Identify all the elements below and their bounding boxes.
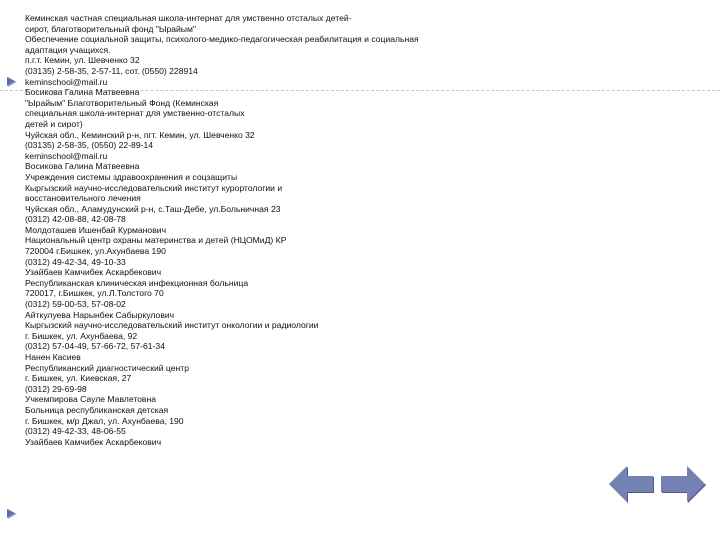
text-line: Кеминская частная специальная школа-интернат для умственно отсталых детей-	[25, 13, 352, 23]
text-line: 720017, г.Бишкек, ул.Л.Толстого 70	[25, 288, 164, 299]
text-line: Нанен Касиев	[25, 352, 81, 362]
text-line: (0312) 59-00-53, 57-08-02	[25, 299, 126, 310]
text-line: восстановительного лечения	[25, 193, 141, 204]
text-line: Больница республиканская детская	[25, 404, 169, 415]
text-line: сирот, благотворительный фонд "Ырайым"	[25, 23, 196, 34]
text-line: Чуйская обл., Аламудунский р-н, с.Таш-Дебе, ул.Больничная 23	[25, 203, 281, 214]
text-line: Учреждения системы здравоохранения и соцзащиты	[25, 171, 238, 182]
text-line: детей и сирот)	[25, 118, 83, 129]
text-line: Чуйская обл., Кеминский р-н, пгт. Кемин, ул. Шевченко 32	[25, 129, 255, 140]
text-line: 720004 г.Бишкек, ул.Ахунбаева 190	[25, 246, 166, 257]
text-line: Восикова Галина Матвеевна	[25, 161, 140, 172]
text-line: Учкемпирова Сауле Мавлетовна	[25, 394, 157, 405]
text-line: (03135) 2-58-35, 2-57-11, сот. (0550) 228914	[25, 65, 198, 76]
text-line: адаптация учащихся.	[25, 44, 111, 55]
text-line: Узайбаев Камчибек Аскарбекович	[25, 267, 162, 278]
text-line: п.г.т. Кемин, ул. Шевченко 32	[25, 55, 140, 66]
text-line: "Ырайым" Благотворительный Фонд (Кеминская	[25, 97, 219, 108]
text-line: г. Бишкек, м/р Джал, ул. Ахунбаева, 190	[25, 415, 184, 426]
text-line: keminschool@mail.ru	[25, 76, 108, 87]
text-line: специальная школа-интернат для умственно-отсталых	[25, 108, 245, 119]
text-line: (0312) 49-42-33, 48-06-55	[25, 426, 126, 437]
text-line: (0312) 57-04-49, 57-66-72, 57-61-34	[25, 341, 165, 352]
bullet-column	[0, 0, 22, 540]
arrow-right-icon[interactable]	[659, 462, 707, 506]
text-line: г. Бишкек, ул. Ахунбаева, 92	[25, 330, 138, 341]
arrow-left-icon[interactable]	[607, 462, 655, 506]
text-line: Национальный центр охраны материнства и детей (НЦОМиД) КР	[25, 235, 287, 246]
text-line: (0312) 42-08-88, 42-08-78	[25, 214, 126, 225]
triangle-bullet-icon	[7, 77, 17, 87]
text-line: Республиканская клиническая инфекционная больница	[25, 277, 249, 288]
slide-navigation	[607, 462, 707, 506]
text-line: Айткулуева Нарынбек Сабыркулович	[25, 309, 175, 320]
text-line: Узайбаев Камчибек Аскарбекович	[25, 436, 162, 447]
text-line: Кыргызский научно-исследовательский институт курортологии и	[25, 182, 283, 193]
triangle-bullet-icon	[7, 509, 17, 519]
text-line: Обеспечение социальной защиты, психолого-медико-педагогическая реабилитация и социальная	[25, 34, 419, 45]
text-line: keminschool@mail.ru	[25, 150, 108, 161]
text-line: Молдоташев Ишенбай Курманович	[25, 224, 167, 235]
text-line: (0312) 29-69-98	[25, 383, 87, 394]
organization-listing	[25, 13, 625, 447]
text-line: (03135) 2-58-35, (0550) 22-89-14	[25, 140, 154, 151]
text-line: Кыргызский научно-исследовательский институт онкологии и радиологии	[25, 320, 319, 331]
text-line: г. Бишкек, ул. Киевская, 27	[25, 373, 132, 384]
text-line: (0312) 49-42-34, 49-10-33	[25, 256, 126, 267]
text-line: Республиканский диагностический центр	[25, 362, 190, 373]
text-line: Босикова Галина Матвеевна	[25, 87, 140, 98]
